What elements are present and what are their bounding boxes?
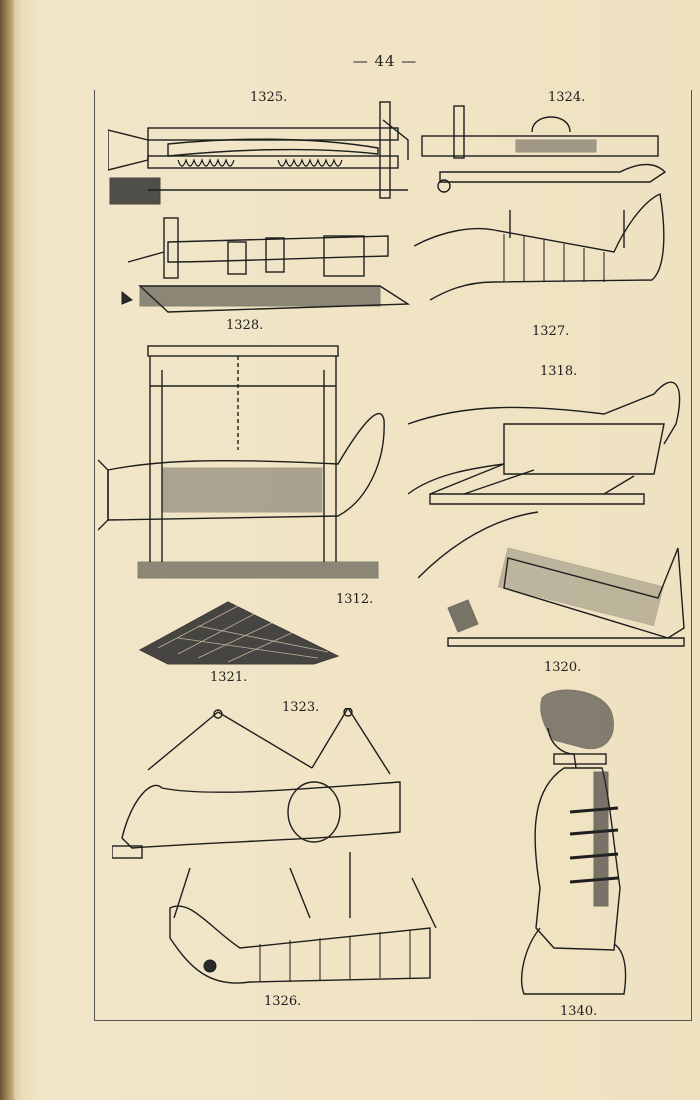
figure-1312-suspension-frame-illustration	[98, 340, 388, 590]
figure-label-1325: 1325.	[250, 90, 288, 105]
figure-label-1323: 1323.	[282, 700, 320, 715]
book-spine	[0, 0, 14, 1100]
figure-1324-brace-illustration	[420, 102, 670, 202]
figure-label-1327: 1327.	[532, 324, 570, 339]
figure-1325-splint-illustration	[108, 100, 420, 208]
figure-label-1312: 1312.	[336, 592, 374, 607]
figure-1318-inclined-leg-rest-illustration	[404, 364, 686, 514]
figure-1328-traction-box-illustration	[118, 212, 410, 316]
figure-label-1321: 1321.	[210, 670, 248, 685]
figure-1340-spinal-brace-illustration	[514, 688, 634, 998]
figure-1323-suspended-leg-illustration	[112, 708, 412, 868]
figure-label-1318: 1318.	[540, 364, 578, 379]
figure-label-1328: 1328.	[226, 318, 264, 333]
figure-1327-leg-splint-illustration	[414, 190, 674, 304]
figure-1326-bandaged-leg-illustration	[150, 848, 440, 998]
page-number: — 44 —	[352, 52, 418, 70]
figure-1320-inclined-board-illustration	[418, 508, 686, 652]
figure-label-1340: 1340.	[560, 1004, 598, 1019]
figure-label-1324: 1324.	[548, 90, 586, 105]
figure-label-1326: 1326.	[264, 994, 302, 1009]
figure-1321-cushion-illustration	[138, 598, 342, 668]
figure-label-1320: 1320.	[544, 660, 582, 675]
